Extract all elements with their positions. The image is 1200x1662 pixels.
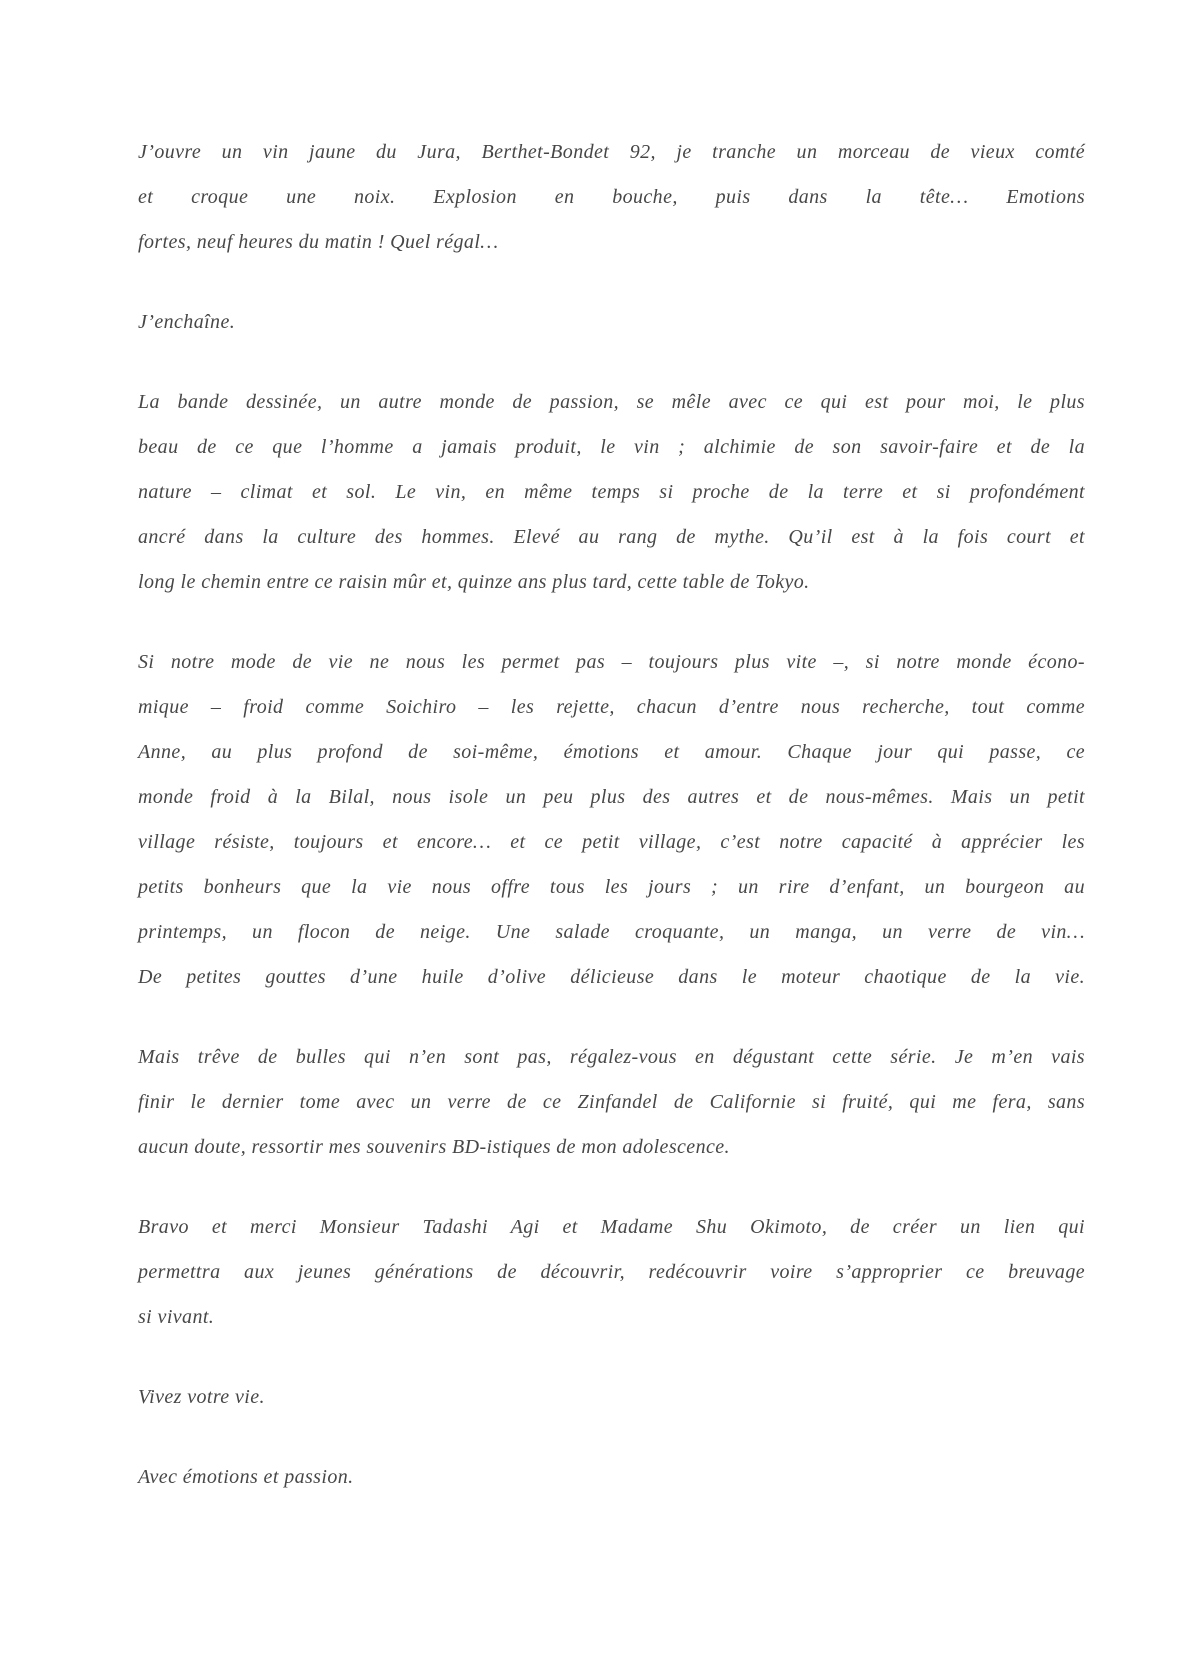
paragraph [138, 1035, 1085, 1170]
text-line: Bravo et merci Monsieur Tadashi Agi et Madame Shu Okimoto, de créer un lien qui [138, 1216, 1085, 1238]
text-line: long le chemin entre ce raisin mûr et, quinze ans plus tard, cette table de Tokyo. [138, 571, 810, 593]
paragraph [138, 300, 1085, 345]
paragraph [138, 130, 1085, 265]
text-line: village résiste, toujours et encore… et ce petit village, c’est notre capacité à apprécier les [138, 831, 1085, 853]
paragraph [138, 1375, 1085, 1420]
text-line: beau de ce que l’homme a jamais produit, le vin ; alchimie de son savoir-faire et de la [138, 436, 1085, 458]
paragraph [138, 1205, 1085, 1340]
text-line: Mais trêve de bulles qui n’en sont pas, régalez-vous en dégustant cette série. Je m’en vais [138, 1046, 1085, 1068]
paragraph [138, 640, 1085, 1000]
text-line: Vivez votre vie. [138, 1386, 265, 1408]
text-line: Anne, au plus profond de soi-même, émotions et amour. Chaque jour qui passe, ce [138, 741, 1085, 763]
text-line: printemps, un flocon de neige. Une salade croquante, un manga, un verre de vin… [138, 921, 1085, 943]
paragraph [138, 1455, 1085, 1500]
text-line: nature – climat et sol. Le vin, en même temps si proche de la terre et si profondément [138, 481, 1085, 503]
text-line: La bande dessinée, un autre monde de passion, se mêle avec ce qui est pour moi, le plus [138, 391, 1085, 413]
text-line: ancré dans la culture des hommes. Elevé au rang de mythe. Qu’il est à la fois court et [138, 526, 1085, 548]
text-line: monde froid à la Bilal, nous isole un peu plus des autres et de nous-mêmes. Mais un petit [138, 786, 1085, 808]
text-line: J’ouvre un vin jaune du Jura, Berthet-Bondet 92, je tranche un morceau de vieux comté [138, 141, 1085, 163]
paragraph [138, 380, 1085, 605]
preface-text [138, 130, 1085, 1500]
text-line: De petites gouttes d’une huile d’olive délicieuse dans le moteur chaotique de la vie. [138, 966, 1085, 988]
text-line: mique – froid comme Soichiro – les rejette, chacun d’entre nous recherche, tout comme [138, 696, 1085, 718]
text-line: fortes, neuf heures du matin ! Quel régal… [138, 231, 499, 253]
text-line: si vivant. [138, 1306, 215, 1328]
text-line: et croque une noix. Explosion en bouche, puis dans la tête… Emotions [138, 186, 1085, 208]
text-line: permettra aux jeunes générations de découvrir, redécouvrir voire s’approprier ce breuvage [138, 1261, 1085, 1283]
text-line: finir le dernier tome avec un verre de ce Zinfandel de Californie si fruité, qui me fera, sans [138, 1091, 1085, 1113]
text-line: Avec émotions et passion. [138, 1466, 354, 1488]
text-line: J’enchaîne. [138, 311, 236, 333]
text-line: petits bonheurs que la vie nous offre tous les jours ; un rire d’enfant, un bourgeon au [138, 876, 1085, 898]
text-line: aucun doute, ressortir mes souvenirs BD-istiques de mon adolescence. [138, 1136, 730, 1158]
text-line: Si notre mode de vie ne nous les permet pas – toujours plus vite –, si notre monde écono- [138, 651, 1085, 673]
